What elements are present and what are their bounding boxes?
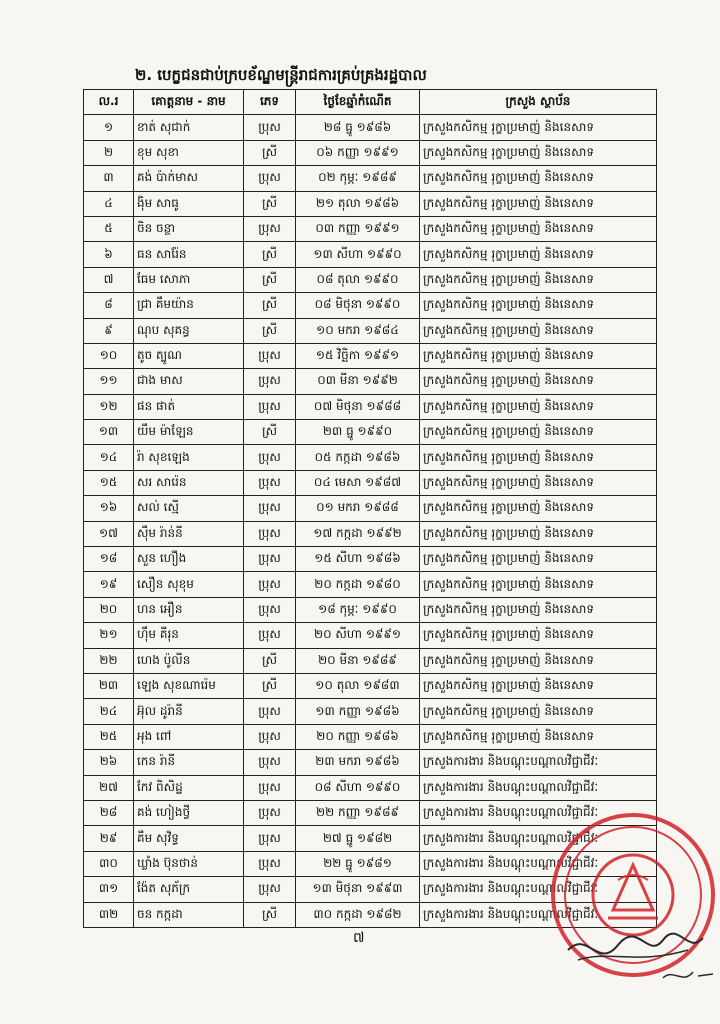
row-dob: ០២ កុម្ភៈ ១៩៨៩ (296, 166, 420, 191)
row-gender: ស្រី (244, 648, 296, 673)
row-number: ២ (84, 140, 134, 165)
row-gender: ស្រី (244, 318, 296, 343)
row-name: ចិន ចន្ថា (134, 216, 244, 241)
table-row (84, 648, 657, 673)
table-row (84, 369, 657, 394)
header-gender: ភេទ (244, 90, 296, 115)
row-dob: ១៥ សីហា ១៩៨៦ (296, 547, 420, 572)
signature-icon (568, 934, 713, 978)
row-number: ៧ (84, 267, 134, 292)
row-gender: ប្រុស (244, 851, 296, 876)
official-seal-stamp (538, 800, 720, 1005)
row-number: ២១ (84, 623, 134, 648)
row-dob: ២០ សីហា ១៩៩១ (296, 623, 420, 648)
row-ministry: ក្រសួងកសិកម្ម រុក្ខាប្រមាញ់ និងនេសាទ (420, 572, 657, 597)
row-number: ១០ (84, 343, 134, 368)
row-gender: ប្រុស (244, 343, 296, 368)
table-row (84, 166, 657, 191)
row-dob: ០៣ កញ្ញា ១៩៩១ (296, 216, 420, 241)
row-gender: ប្រុស (244, 547, 296, 572)
row-number: ២៤ (84, 699, 134, 724)
row-number: ២៧ (84, 775, 134, 800)
table-row (84, 242, 657, 267)
table-row (84, 775, 657, 800)
row-name: គង់ ហៀងថ្វី (134, 800, 244, 825)
row-name: តូច ត្បូណ (134, 343, 244, 368)
row-dob: ១០ តុលា ១៩៨៣ (296, 673, 420, 698)
row-number: ៣០ (84, 851, 134, 876)
table-row (84, 521, 657, 546)
row-number: ៦ (84, 242, 134, 267)
row-number: ១៣ (84, 420, 134, 445)
row-number: ១២ (84, 394, 134, 419)
row-dob: ០៨ មិថុនា ១៩៩០ (296, 293, 420, 318)
row-gender: ប្រុស (244, 800, 296, 825)
row-name: កែវ ពិសិដ្ឋ (134, 775, 244, 800)
row-number: ២៥ (84, 724, 134, 749)
row-ministry: ក្រសួងការងារ និងបណ្តុះបណ្តាលវិជ្ជាជីវៈ (420, 750, 657, 775)
table-header-row (84, 90, 657, 115)
row-number: ១១ (84, 369, 134, 394)
table-row (84, 623, 657, 648)
row-name: ជ្រា គឹមយ៉ាន (134, 293, 244, 318)
row-dob: ០៨ តុលា ១៩៩០ (296, 267, 420, 292)
row-gender: ស្រី (244, 140, 296, 165)
row-dob: ១៣ មិថុនា ១៩៩៣ (296, 877, 420, 902)
row-name: សល់ ស្មើ (134, 496, 244, 521)
row-ministry: ក្រសួងកសិកម្ម រុក្ខាប្រមាញ់ និងនេសាទ (420, 115, 657, 140)
row-ministry: ក្រសួងការងារ និងបណ្តុះបណ្តាលវិជ្ជាជីវៈ (420, 826, 657, 851)
row-name: ផន ផាត់ (134, 394, 244, 419)
row-number: ៩ (84, 318, 134, 343)
row-ministry: ក្រសួងកសិកម្ម រុក្ខាប្រមាញ់ និងនេសាទ (420, 699, 657, 724)
row-name: គង់ ប៉ាក់មាស (134, 166, 244, 191)
row-gender: ស្រី (244, 293, 296, 318)
seal-icon (553, 815, 713, 975)
row-name: ហន អឿន (134, 597, 244, 622)
row-ministry: ក្រសួងកសិកម្ម រុក្ខាប្រមាញ់ និងនេសាទ (420, 521, 657, 546)
row-gender: ប្រុស (244, 572, 296, 597)
row-name: ឡេង សុខណារ៉េម (134, 673, 244, 698)
row-dob: ២៣ ធ្នូ ១៩៩០ (296, 420, 420, 445)
table-row (84, 699, 657, 724)
row-ministry: ក្រសួងកសិកម្ម រុក្ខាប្រមាញ់ និងនេសាទ (420, 445, 657, 470)
row-name: យឹម ម៉ាឡែន (134, 420, 244, 445)
row-gender: ប្រុស (244, 597, 296, 622)
row-ministry: ក្រសួងកសិកម្ម រុក្ខាប្រមាញ់ និងនេសាទ (420, 293, 657, 318)
table-row (84, 394, 657, 419)
table-row (84, 445, 657, 470)
row-number: ១ (84, 115, 134, 140)
row-ministry: ក្រសួងកសិកម្ម រុក្ខាប្រមាញ់ និងនេសាទ (420, 724, 657, 749)
row-ministry: ក្រសួងការងារ និងបណ្តុះបណ្តាលវិជ្ជាជីវៈ (420, 800, 657, 825)
table-row (84, 724, 657, 749)
row-ministry: ក្រសួងកសិកម្ម រុក្ខាប្រមាញ់ និងនេសាទ (420, 343, 657, 368)
row-name: ជាង មាស (134, 369, 244, 394)
row-gender: ស្រី (244, 242, 296, 267)
row-number: ១៤ (84, 445, 134, 470)
row-ministry: ក្រសួងកសិកម្ម រុក្ខាប្រមាញ់ និងនេសាទ (420, 420, 657, 445)
row-name: ណុប សុគន្ធ (134, 318, 244, 343)
row-ministry: ក្រសួងកសិកម្ម រុក្ខាប្រមាញ់ និងនេសាទ (420, 242, 657, 267)
row-name: ឃ្លាំង ប៊ុនថាន់ (134, 851, 244, 876)
row-number: ១៩ (84, 572, 134, 597)
row-name: សរ សារ៉េន (134, 470, 244, 495)
row-dob: ១០ មករា ១៩៨៤ (296, 318, 420, 343)
table-row (84, 343, 657, 368)
row-gender: ស្រី (244, 902, 296, 927)
row-gender: ប្រុស (244, 369, 296, 394)
row-dob: ២៨ ធ្នូ ១៩៨៦ (296, 115, 420, 140)
row-name: គឹម សុវិទ្ធ (134, 826, 244, 851)
header-name: គោត្តនាម - នាម (134, 90, 244, 115)
table-row (84, 140, 657, 165)
row-ministry: ក្រសួងកសិកម្ម រុក្ខាប្រមាញ់ និងនេសាទ (420, 216, 657, 241)
row-gender: ប្រុស (244, 775, 296, 800)
row-dob: ២២ ធ្នូ ១៩៨១ (296, 851, 420, 876)
header-dob: ថ្ងៃខែឆ្នាំកំណើត (296, 90, 420, 115)
row-number: ១៧ (84, 521, 134, 546)
row-number: ១៥ (84, 470, 134, 495)
row-name: ស៊ឹម រ៉ាន់នី (134, 521, 244, 546)
row-dob: ០១ មករា ១៩៨៨ (296, 496, 420, 521)
section-heading: ២. បេក្ខជនជាប់ក្របខ័ណ្ឌមន្ត្រីរាជការគ្រប់គ្រងរដ្ឋបាល (135, 66, 427, 84)
row-ministry: ក្រសួងកសិកម្ម រុក្ខាប្រមាញ់ និងនេសាទ (420, 140, 657, 165)
row-name: សឿន សុខុម (134, 572, 244, 597)
header-no: ល.រ (84, 90, 134, 115)
row-ministry: ក្រសួងកសិកម្ម រុក្ខាប្រមាញ់ និងនេសាទ (420, 166, 657, 191)
row-number: ២២ (84, 648, 134, 673)
table-row (84, 547, 657, 572)
row-number: ៨ (84, 293, 134, 318)
row-dob: ១៨ កុម្ភៈ ១៩៩០ (296, 597, 420, 622)
row-ministry: ក្រសួងកសិកម្ម រុក្ខាប្រមាញ់ និងនេសាទ (420, 394, 657, 419)
row-dob: ០៣ មីនា ១៩៩២ (296, 369, 420, 394)
row-name: ខាត់ សុជាក់ (134, 115, 244, 140)
row-name: សួន ហឿង (134, 547, 244, 572)
row-dob: ០៤ មេសា ១៩៨៧ (296, 470, 420, 495)
row-gender: ស្រី (244, 191, 296, 216)
table-row (84, 115, 657, 140)
row-number: ១៦ (84, 496, 134, 521)
row-number: ១៨ (84, 547, 134, 572)
table-row (84, 216, 657, 241)
row-number: ៣២ (84, 902, 134, 927)
page-number: ៧ (353, 930, 365, 946)
row-name: ធែម សោភា (134, 267, 244, 292)
row-dob: ១៥ វិច្ឆិកា ១៩៩១ (296, 343, 420, 368)
row-name: កេន រ៉ានី (134, 750, 244, 775)
row-number: ២៦ (84, 750, 134, 775)
row-gender: ប្រុស (244, 724, 296, 749)
row-ministry: ក្រសួងការងារ និងបណ្តុះបណ្តាលវិជ្ជាជីវៈ (420, 851, 657, 876)
row-number: ២៣ (84, 673, 134, 698)
row-number: ៣ (84, 166, 134, 191)
table-row (84, 597, 657, 622)
row-gender: ប្រុស (244, 470, 296, 495)
table-row (84, 191, 657, 216)
row-name: ហ៊ឹម គីរុន (134, 623, 244, 648)
row-name: រ៉ា សុខឡេង (134, 445, 244, 470)
row-ministry: ក្រសួងកសិកម្ម រុក្ខាប្រមាញ់ និងនេសាទ (420, 369, 657, 394)
row-gender: ប្រុស (244, 496, 296, 521)
row-dob: ៣០ កក្កដា ១៩៨២ (296, 902, 420, 927)
row-name: អុង ពៅ (134, 724, 244, 749)
row-dob: ០៨ សីហា ១៩៩០ (296, 775, 420, 800)
table-row (84, 470, 657, 495)
row-number: ៥ (84, 216, 134, 241)
row-ministry: ក្រសួងកសិកម្ម រុក្ខាប្រមាញ់ និងនេសាទ (420, 648, 657, 673)
row-gender: ប្រុស (244, 750, 296, 775)
row-dob: ២១ តុលា ១៩៨៦ (296, 191, 420, 216)
row-number: ៤ (84, 191, 134, 216)
row-ministry: ក្រសួងកសិកម្ម រុក្ខាប្រមាញ់ និងនេសាទ (420, 267, 657, 292)
table-row (84, 750, 657, 775)
row-gender: ស្រី (244, 673, 296, 698)
row-dob: ១៣ សីហា ១៩៩០ (296, 242, 420, 267)
row-name: ខុម សុខា (134, 140, 244, 165)
row-ministry: ក្រសួងកសិកម្ម រុក្ខាប្រមាញ់ និងនេសាទ (420, 673, 657, 698)
row-number: ៣១ (84, 877, 134, 902)
row-gender: ប្រុស (244, 877, 296, 902)
row-gender: ស្រី (244, 267, 296, 292)
row-ministry: ក្រសួងកសិកម្ម រុក្ខាប្រមាញ់ និងនេសាទ (420, 496, 657, 521)
row-name: ចន កក្កដា (134, 902, 244, 927)
row-ministry: ក្រសួងកសិកម្ម រុក្ខាប្រមាញ់ និងនេសាទ (420, 597, 657, 622)
table-row (84, 673, 657, 698)
table-row (84, 293, 657, 318)
row-gender: ប្រុស (244, 826, 296, 851)
row-gender: ប្រុស (244, 115, 296, 140)
row-ministry: ក្រសួងការងារ និងបណ្តុះបណ្តាលវិជ្ជាជីវៈ (420, 902, 657, 927)
row-dob: ២០ កញ្ញា ១៩៨៦ (296, 724, 420, 749)
row-number: ២៩ (84, 826, 134, 851)
row-dob: ២០ កក្កដា ១៩៨០ (296, 572, 420, 597)
row-ministry: ក្រសួងការងារ និងបណ្តុះបណ្តាលវិជ្ជាជីវៈ (420, 775, 657, 800)
row-name: ហេង ប៉ូលីន (134, 648, 244, 673)
row-ministry: ក្រសួងកសិកម្ម រុក្ខាប្រមាញ់ និងនេសាទ (420, 470, 657, 495)
row-name: អ៊ុល ដូរ៉ានី (134, 699, 244, 724)
table-row (84, 496, 657, 521)
row-name: ង៉ែត សុភ័ក្រ (134, 877, 244, 902)
header-ministry: ក្រសួង ស្ថាប័ន (420, 90, 657, 115)
row-ministry: ក្រសួងកសិកម្ម រុក្ខាប្រមាញ់ និងនេសាទ (420, 191, 657, 216)
row-name: ង៉ិម សាធូ (134, 191, 244, 216)
row-gender: ប្រុស (244, 623, 296, 648)
row-ministry: ក្រសួងកសិកម្ម រុក្ខាប្រមាញ់ និងនេសាទ (420, 623, 657, 648)
row-ministry: ក្រសួងកសិកម្ម រុក្ខាប្រមាញ់ និងនេសាទ (420, 547, 657, 572)
row-dob: ២២ កញ្ញា ១៩៨៩ (296, 800, 420, 825)
table-row (84, 420, 657, 445)
table-row (84, 267, 657, 292)
row-name: ធន សារ៉ែន (134, 242, 244, 267)
row-gender: ប្រុស (244, 216, 296, 241)
row-dob: ០៥ កក្កដា ១៩៨៦ (296, 445, 420, 470)
row-gender: ប្រុស (244, 394, 296, 419)
row-gender: ស្រី (244, 420, 296, 445)
row-gender: ប្រុស (244, 445, 296, 470)
row-dob: ២០ មីនា ១៩៨៩ (296, 648, 420, 673)
row-number: ២០ (84, 597, 134, 622)
row-dob: ១៣ កញ្ញា ១៩៨៦ (296, 699, 420, 724)
row-dob: ០៧ មិថុនា ១៩៨៨ (296, 394, 420, 419)
row-number: ២៨ (84, 800, 134, 825)
row-gender: ប្រុស (244, 699, 296, 724)
row-gender: ប្រុស (244, 521, 296, 546)
row-dob: ០៦ កញ្ញា ១៩៩១ (296, 140, 420, 165)
row-dob: ១៧ កក្កដា ១៩៩២ (296, 521, 420, 546)
row-dob: ២៧ ធ្នូ ១៩៨២ (296, 826, 420, 851)
table-row (84, 318, 657, 343)
row-gender: ប្រុស (244, 166, 296, 191)
row-dob: ២៣ មករា ១៩៨៦ (296, 750, 420, 775)
row-ministry: ក្រសួងកសិកម្ម រុក្ខាប្រមាញ់ និងនេសាទ (420, 318, 657, 343)
row-ministry: ក្រសួងការងារ និងបណ្តុះបណ្តាលវិជ្ជាជីវៈ (420, 877, 657, 902)
table-row (84, 572, 657, 597)
